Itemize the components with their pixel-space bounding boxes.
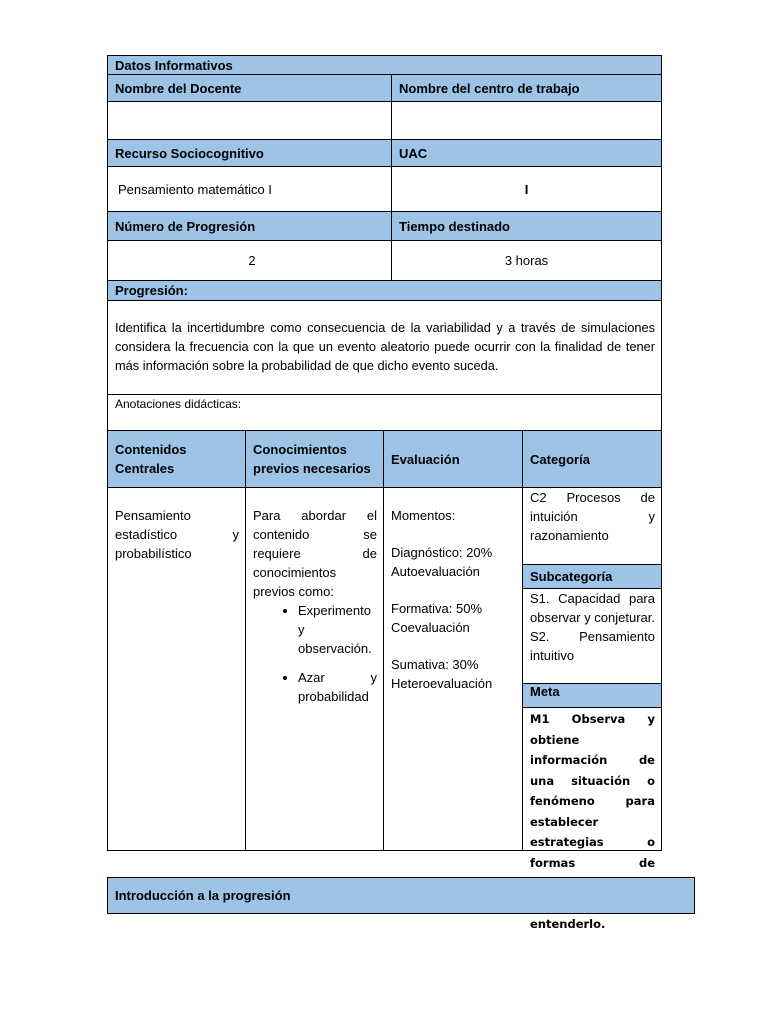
progresion-text: Identifica la incertidumbre como consecuencia de la variabilidad y a través de simulaciones considera la frecuencia con la que un evento aleatorio puede ocurrir con la finalidad de tener más información sobre la probabilidad de que dicho evento suceda. (115, 320, 655, 373)
recurso-label-cell (107, 139, 392, 167)
recurso-value-cell (107, 166, 392, 212)
centro-trabajo-value-cell (391, 101, 662, 140)
conocimientos-header (245, 430, 384, 488)
nombre-docente-label: Nombre del Docente (115, 80, 242, 96)
evaluacion-sumativa: Sumativa: 30% (391, 657, 479, 672)
conocimientos-list (253, 601, 377, 706)
meta-text: M1 Observa y obtiene información de una situación o fenómeno para establecer estrategias o formas de entenderlo. (530, 712, 655, 931)
tiempo-value: 3 horas (504, 253, 549, 268)
evaluacion-diagnostico: Diagnóstico: 20% (391, 545, 493, 560)
anotaciones-cell (107, 394, 662, 431)
contenidos-header (107, 430, 246, 488)
contenidos-header-label: Contenidos Centrales (115, 442, 187, 476)
uac-label: UAC (399, 145, 428, 161)
categoria-cell (522, 487, 662, 565)
evaluacion-formativa: Formativa: 50% (391, 601, 483, 616)
introduccion-label: Introducción a la progresión (115, 888, 291, 903)
introduccion-header (107, 877, 695, 914)
conocimientos-cell (245, 487, 384, 851)
progresion-header (107, 280, 662, 301)
subcategoria-s1: S1. Capacidad para observar y conjeturar. (530, 591, 656, 625)
contenidos-cell (107, 487, 246, 851)
progresion-num-value: 2 (248, 253, 256, 268)
evaluacion-cell (383, 487, 523, 851)
uac-value-cell (391, 166, 662, 212)
subcategoria-cell (522, 588, 662, 684)
categoria-text: C2 Procesos de intuición y razonamiento (530, 490, 655, 543)
conocimientos-item: • Experimento y observación. (298, 601, 377, 658)
evaluacion-momentos: Momentos: (391, 508, 456, 523)
conocimientos-item: • Azar y probabilidad (298, 668, 377, 706)
tiempo-label: Tiempo destinado (399, 218, 510, 234)
uac-label-cell (391, 139, 662, 167)
evaluacion-coevaluacion: Coevaluación (391, 620, 470, 635)
recurso-label: Recurso Sociocognitivo (115, 145, 264, 161)
datos-informativos-header (107, 55, 662, 75)
evaluacion-autoevaluacion: Autoevaluación (391, 564, 480, 579)
evaluacion-heteroevaluacion: Heteroevaluación (391, 676, 493, 691)
progresion-label: Progresión: (115, 283, 188, 298)
subcategoria-header (522, 564, 662, 589)
tiempo-value-cell (391, 240, 662, 281)
anotaciones-label: Anotaciones didácticas: (115, 397, 242, 411)
conocimientos-header-label: Conocimientos previos necesarios (253, 442, 371, 476)
evaluacion-header (383, 430, 523, 488)
meta-cell (522, 707, 662, 931)
meta-label: Meta (530, 684, 560, 699)
recurso-value: Pensamiento matemático I (118, 181, 272, 197)
centro-trabajo-label: Nombre del centro de trabajo (399, 80, 580, 96)
meta-header (522, 683, 662, 708)
conocimientos-intro: Para abordar el contenido se requiere de conocimientos previos como: (253, 508, 377, 599)
categoria-header (522, 430, 662, 488)
progresion-num-value-cell (107, 240, 392, 281)
centro-trabajo-label-cell (391, 74, 662, 102)
subcategoria-label: Subcategoría (530, 569, 613, 584)
progresion-text-cell (107, 300, 662, 395)
nombre-docente-label-cell (107, 74, 392, 102)
categoria-header-label: Categoría (530, 451, 590, 467)
progresion-num-label: Número de Progresión (115, 218, 256, 234)
nombre-docente-value-cell (107, 101, 392, 140)
evaluacion-header-label: Evaluación (391, 451, 460, 467)
datos-informativos-title: Datos Informativos (115, 57, 233, 73)
uac-value: I (524, 181, 529, 197)
progresion-num-label-cell (107, 211, 392, 241)
subcategoria-s2: S2. Pensamiento intuitivo (530, 629, 655, 663)
contenidos-text: Pensamiento estadístico y probabilístico (115, 508, 239, 561)
tiempo-label-cell (391, 211, 662, 241)
